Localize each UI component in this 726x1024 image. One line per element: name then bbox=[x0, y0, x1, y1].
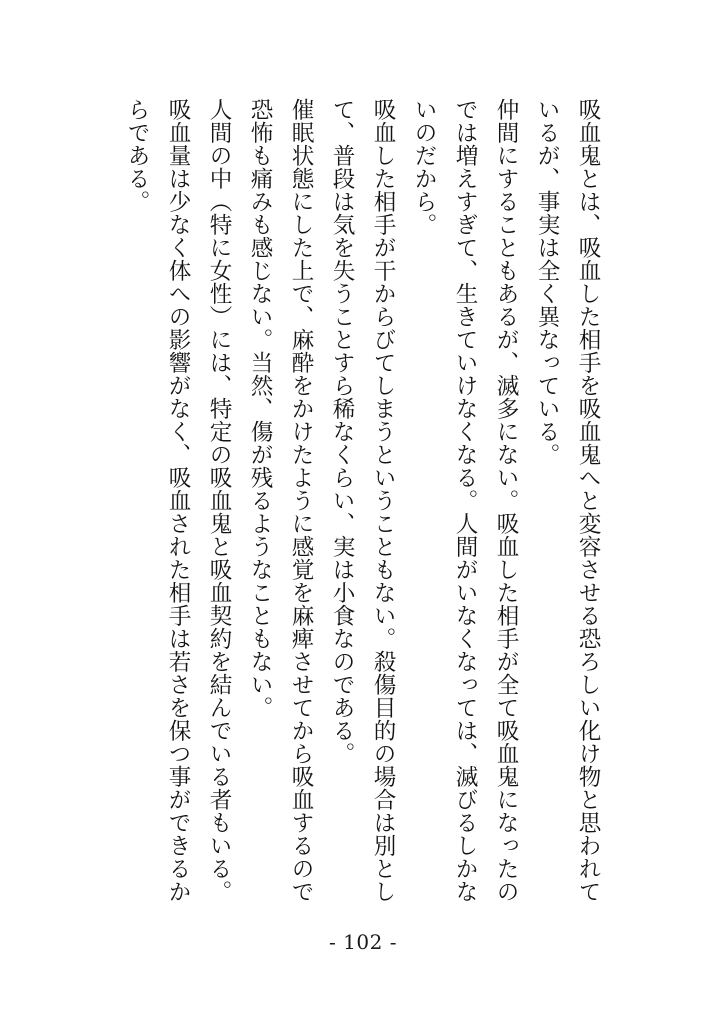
paragraph: 吸血量は少なく体への影響がなく、吸血された相手は若さを保つ事ができるからである。 bbox=[124, 98, 191, 903]
paragraph: 人間の中（特に女性）には、特定の吸血鬼と吸血契約を結んでいる者もいる。 bbox=[206, 98, 232, 903]
vertical-text-body bbox=[124, 98, 608, 920]
paragraph: 催眠状態にした上で、麻酔をかけたように感覚を麻痺させてから吸血するので恐怖も痛みも感じない。当然、傷が残るようなこともない。 bbox=[247, 98, 314, 903]
page-number: - 102 - bbox=[329, 930, 397, 954]
paragraph: 吸血した相手が干からびてしまうということもない。殺傷目的の場合は別として、普段は気を失うことすら稀なくらい、実は小食なのである。 bbox=[329, 98, 396, 903]
paragraph: 仲間にすることもあるが、滅多にない。吸血した相手が全て吸血鬼になったのでは増えすぎて、生きていけなくなる。人間がいなくなっては、滅びるしかないのだから。 bbox=[411, 98, 519, 903]
paragraph: 吸血鬼とは、吸血した相手を吸血鬼へと変容させる恐ろしい化け物と思われているが、事実は全く異なっている。 bbox=[534, 98, 601, 903]
